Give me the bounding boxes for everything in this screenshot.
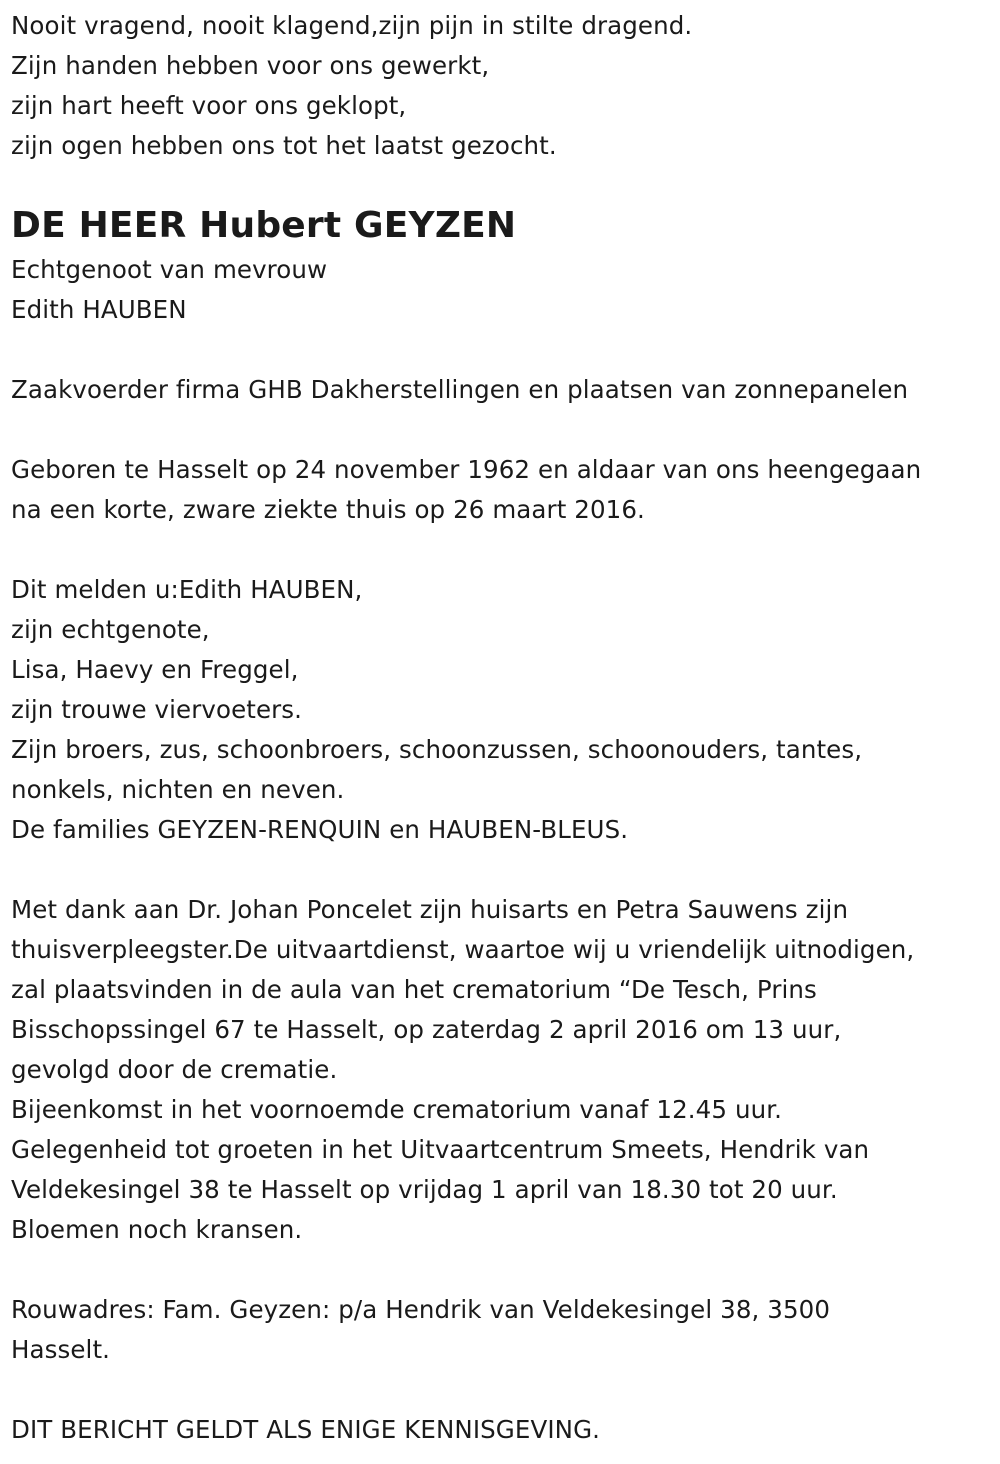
service-line: Bloemen noch kransen. bbox=[11, 1215, 303, 1244]
spouse-line: Echtgenoot van mevrouw bbox=[11, 255, 328, 284]
announced-by-line: Zijn broers, zus, schoonbroers, schoonzussen, schoonouders, tantes, bbox=[11, 735, 863, 764]
service-line: Gelegenheid tot groeten in het Uitvaartcentrum Smeets, Hendrik van bbox=[11, 1135, 870, 1164]
birth-death-line: Geboren te Hasselt op 24 november 1962 en aldaar van ons heengegaan bbox=[11, 455, 922, 484]
paragraph-gap bbox=[11, 410, 996, 450]
service-line: thuisverpleegster.De uitvaartdienst, waartoe wij u vriendelijk uitnodigen, bbox=[11, 935, 915, 964]
spouse-section bbox=[11, 250, 996, 330]
service-line: Bisschopssingel 67 te Hasselt, op zaterdag 2 april 2016 om 13 uur, bbox=[11, 1015, 842, 1044]
paragraph-gap bbox=[11, 1370, 996, 1410]
closing-notice: DIT BERICHT GELDT ALS ENIGE KENNISGEVING. bbox=[11, 1415, 601, 1444]
birth-death-section bbox=[11, 450, 996, 530]
poem bbox=[11, 6, 996, 166]
poem-line: Zijn handen hebben voor ons gewerkt, bbox=[11, 51, 490, 80]
address-line: Hasselt. bbox=[11, 1335, 111, 1364]
poem-line: zijn ogen hebben ons tot het laatst gezocht. bbox=[11, 131, 557, 160]
service-line: Bijeenkomst in het voornoemde crematorium vanaf 12.45 uur. bbox=[11, 1095, 783, 1124]
announced-by-line: nonkels, nichten en neven. bbox=[11, 775, 345, 804]
paragraph-gap bbox=[11, 1250, 996, 1290]
paragraph-gap bbox=[11, 330, 996, 370]
announced-by-section bbox=[11, 570, 996, 850]
service-line: gevolgd door de crematie. bbox=[11, 1055, 338, 1084]
announced-by-line: zijn trouwe viervoeters. bbox=[11, 695, 303, 724]
birth-death-line: na een korte, zware ziekte thuis op 26 maart 2016. bbox=[11, 495, 645, 524]
announced-by-line: Dit melden u:Edith HAUBEN, bbox=[11, 575, 363, 604]
deceased-name: DE HEER Hubert GEYZEN bbox=[11, 205, 517, 246]
announced-by-line: zijn echtgenote, bbox=[11, 615, 210, 644]
service-line: Met dank aan Dr. Johan Poncelet zijn huisarts en Petra Sauwens zijn bbox=[11, 895, 849, 924]
service-line: Veldekesingel 38 te Hasselt op vrijdag 1 april van 18.30 tot 20 uur. bbox=[11, 1175, 838, 1204]
poem-line: zijn hart heeft voor ons geklopt, bbox=[11, 91, 407, 120]
service-line: zal plaatsvinden in de aula van het crematorium “De Tesch, Prins bbox=[11, 975, 817, 1004]
announced-by-line: De families GEYZEN-RENQUIN en HAUBEN-BLEUS. bbox=[11, 815, 629, 844]
spouse-line: Edith HAUBEN bbox=[11, 295, 187, 324]
occupation: Zaakvoerder firma GHB Dakherstellingen en plaatsen van zonnepanelen bbox=[11, 375, 909, 404]
thanks-service-section bbox=[11, 890, 996, 1250]
announced-by-line: Lisa, Haevy en Freggel, bbox=[11, 655, 299, 684]
paragraph-gap bbox=[11, 530, 996, 570]
paragraph-gap bbox=[11, 850, 996, 890]
obituary-notice bbox=[11, 6, 996, 1450]
poem-line: Nooit vragend, nooit klagend,zijn pijn in stilte dragend. bbox=[11, 11, 693, 40]
address-section bbox=[11, 1290, 996, 1370]
address-line: Rouwadres: Fam. Geyzen: p/a Hendrik van Veldekesingel 38, 3500 bbox=[11, 1295, 831, 1324]
